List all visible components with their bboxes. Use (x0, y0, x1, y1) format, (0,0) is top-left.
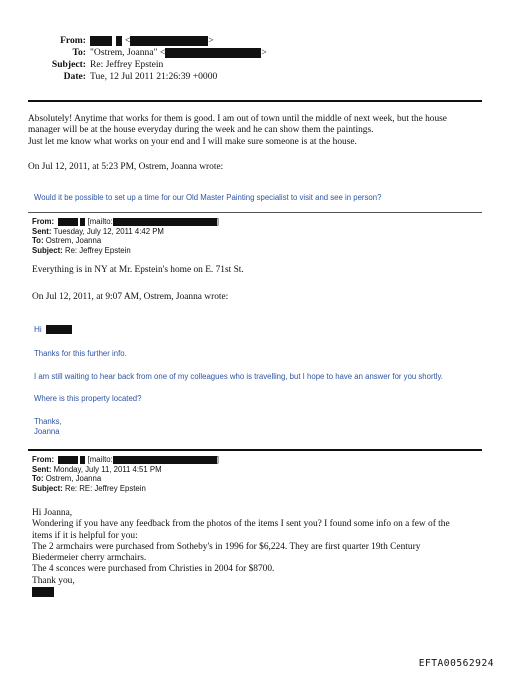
msg3-sent-row: Sent: Monday, July 11, 2011 4:51 PM (32, 464, 162, 474)
msg3-to-row: To: Ostrem, Joanna (32, 474, 102, 484)
redaction-block (165, 48, 261, 58)
message-divider (28, 449, 482, 451)
msg2-subject-row: Subject: Re: Jeffrey Epstein (32, 245, 131, 255)
msg3-subject-row: Subject: Re: RE: Jeffrey Epstein (32, 483, 146, 493)
from-label: From: (60, 35, 86, 46)
redaction-block (113, 456, 217, 464)
msg2-quote-intro: On Jul 12, 2011, at 9:07 AM, Ostrem, Joanna wrote: (32, 292, 229, 302)
quoted2-line: I am still waiting to hear back from one of my colleagues who is travelling, but I hope to have an answer for you shortly. (34, 372, 443, 381)
redaction-block (116, 36, 122, 46)
redaction-block (113, 218, 217, 226)
msg3-line: Wondering if you have any feedback from the photos of the items I sent you? I found some info on a few of the (32, 519, 450, 530)
reply-line: manager will be at the house everyday during the week and he can show them the paintings. (28, 125, 374, 136)
msg3-line: Hi Joanna, (32, 508, 73, 518)
to-label: To: (72, 47, 86, 58)
message-divider (28, 212, 482, 213)
redaction-block (90, 36, 112, 46)
quoted2-signoff: Thanks, Joanna (34, 417, 62, 436)
msg2-body: Everything is in NY at Mr. Epstein's home on E. 71st St. (32, 265, 244, 275)
subject-value: Re: Jeffrey Epstein (90, 59, 164, 70)
msg2-header (32, 217, 219, 255)
from-value: < > (90, 35, 214, 46)
msg3-line: The 4 sconces were purchased from Christies in 2004 for $8700. (32, 564, 275, 575)
redaction-block (130, 36, 208, 46)
msg3-line: Biedermeier cherry armchairs. (32, 553, 147, 564)
msg3-from-row: From: [mailto: ] (32, 455, 219, 464)
header-divider (28, 100, 482, 102)
reply-line: Absolutely! Anytime that works for them is good. I am out of town until the middle of next week, but the house (28, 114, 447, 124)
msg2-from-row: From: [mailto: ] (32, 217, 219, 226)
quoted2-greeting: Hi (34, 325, 72, 335)
redaction-block (80, 218, 85, 226)
reply-line: Just let me know what works on your end and I will make sure someone is at the house. (28, 136, 357, 147)
bates-number: EFTA00562924 (418, 658, 494, 669)
msg2-to-row: To: Ostrem, Joanna (32, 236, 102, 246)
redaction-block (46, 325, 72, 334)
redaction-block (58, 218, 78, 226)
redaction-block (58, 456, 78, 464)
date-label: Date: (63, 71, 86, 82)
redaction-block (80, 456, 85, 464)
msg2-sent-row: Sent: Tuesday, July 12, 2011 4:42 PM (32, 226, 164, 236)
to-value: "Ostrem, Joanna" < > (90, 47, 267, 58)
quoted-question: Would it be possible to set up a time for our Old Master Painting specialist to visit and see in person? (34, 193, 382, 202)
msg3-header (32, 455, 219, 493)
msg3-line: Thank you, (32, 575, 75, 586)
msg3-line: items if it is helpful for you: (32, 530, 138, 541)
subject-label: Subject: (51, 59, 86, 70)
msg3-line: The 2 armchairs were purchased from Sotheby's in 1996 for $6,224. They are first quarter 19th Century (32, 541, 421, 552)
signature-redaction (32, 587, 450, 598)
quoted2-line: Where is this property located? (34, 394, 142, 403)
quote-intro: On Jul 12, 2011, at 5:23 PM, Ostrem, Joanna wrote: (28, 162, 224, 172)
quoted2-line: Thanks for this further info. (34, 349, 127, 358)
date-value: Tue, 12 Jul 2011 21:26:39 +0000 (90, 71, 218, 82)
reply-body (28, 114, 447, 148)
redaction-block (32, 587, 54, 597)
msg3-body (32, 508, 450, 599)
